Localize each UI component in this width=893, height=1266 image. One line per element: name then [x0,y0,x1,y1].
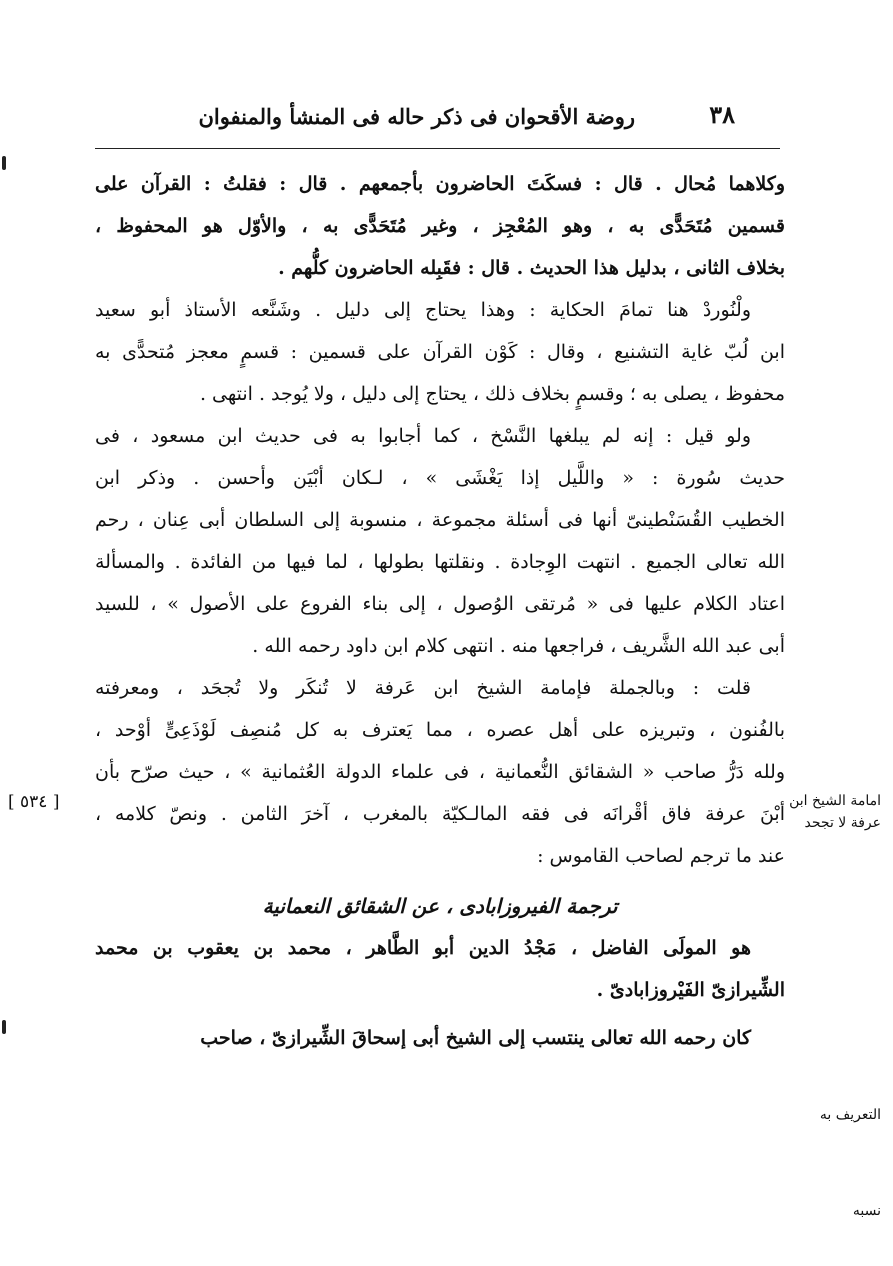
text-line: أبى عبد الله الشَّريف ، فراجعها منه . انتهى كلام ابن داود رحمه الله . [252,635,785,657]
text-line: ولو قيل : إنه لم يبلغها النَّسْخ ، كما أجابوا به فى حديث ابن مسعود ، فى [95,425,751,447]
text-line: ابن لُبّ غاية التشنيع ، وقال : كَوْن القرآن على قسمين : قسمٍ معجز مُتحدًّى به [95,341,785,363]
section-heading: ترجمة الفيروزابادى ، عن الشقائق النعمانية [262,894,618,918]
scan-edge-mark [2,156,6,170]
text-line: الخطيب القُسَنْطينىّ أنها فى أسئلة مجموعة ، منسوبة إلى السلطان أبى عِنان ، رحم [95,509,785,531]
text-line: حديث سُورة : « واللَّيل إذا يَغْشَى » ، لـكان أبْيَن وأحسن . وذكر ابن [95,467,785,489]
text-line: أبْنَ عرفة فاق أقْرانَه فى فقه المالـكيّة بالمغرب ، آخرَ الثامن . ونصّ كلامه ، [95,803,785,825]
folio-marker: [ ٥٣٤ ] [8,792,60,812]
text-line: اعتاد الكلام عليها فى « مُرتقى الوُصول ، إلى بناء الفروع على الأصول » ، للسيد [95,593,785,615]
text-line: بالفُنون ، وتبريزه على أهل عصره ، مما يَعترف به كل مُنصِف لَوْذَعِىٍّ أوْحد ، [95,719,785,741]
margin-note-line: عرفة لا تجحد [804,815,881,831]
header-divider [95,148,780,149]
margin-note-imama [789,790,881,834]
page-number: ٣٨ [709,100,735,129]
text-line: الشِّيرازىّ الفَيْروزابادىّ . [596,979,785,1001]
text-line: قلت : وبالجملة فإمامة الشيخ ابن عَرفة لا تُنكَر ولا تُجحَد ، ومعرفته [95,677,751,699]
text-line: كان رحمه الله تعالى ينتسب إلى الشيخ أبى إسحاقَ الشِّيرازىّ ، صاحب [200,1027,751,1049]
page-header [198,100,735,144]
text-line: الله تعالى الجميع . انتهت الوِجادة . ونقلتها بطولها ، لما فيها من الفائدة . والمسألة [95,551,785,573]
text-line: قسمين مُتَحَدًّى به ، وهو المُعْجِز ، وغير مُتَحَدًّى به ، والأوّل هو المحفوظ ، [95,215,785,237]
text-line: هو المولَى الفاضل ، مَجْدُ الدين أبو الطَّاهر ، محمد بن يعقوب بن محمد [95,937,751,959]
running-title: روضة الأقحوان فى ذكر حاله فى المنشأ والمنفوان [198,104,635,129]
margin-note-tarif: التعريف به [819,1107,881,1123]
margin-note-line: امامة الشيخ ابن [789,793,881,809]
main-text [95,172,785,1068]
text-line: ولْنُوردْ هنا تمامَ الحكاية : وهذا يحتاج إلى دليل . وشَنَّعه الأستاذ أبو سعيد [95,299,751,321]
text-line: ولله دَرُّ صاحب « الشقائق النُّعمانية ، فى علماء الدولة العُثمانية » ، حيث صرّح بأن [95,761,785,783]
text-line: محفوظ ، يصلى به ؛ وقسمٍ بخلاف ذلك ، يحتاج إلى دليل ، ولا يُوجد . انتهى . [199,383,785,405]
scan-edge-mark [2,1020,6,1034]
margin-note-nasab: نسبه [852,1203,881,1219]
text-line: بخلاف الثانى ، بدليل هذا الحديث . قال : فقَبِله الحاضرون كلُّهم . [278,257,785,279]
text-line: وكلاهما مُحال . قال : فسكَتَ الحاضرون بأجمعهم . قال : فقلتُ : القرآن على [95,173,785,195]
text-line: عند ما ترجم لصاحب القاموس : [537,845,785,867]
